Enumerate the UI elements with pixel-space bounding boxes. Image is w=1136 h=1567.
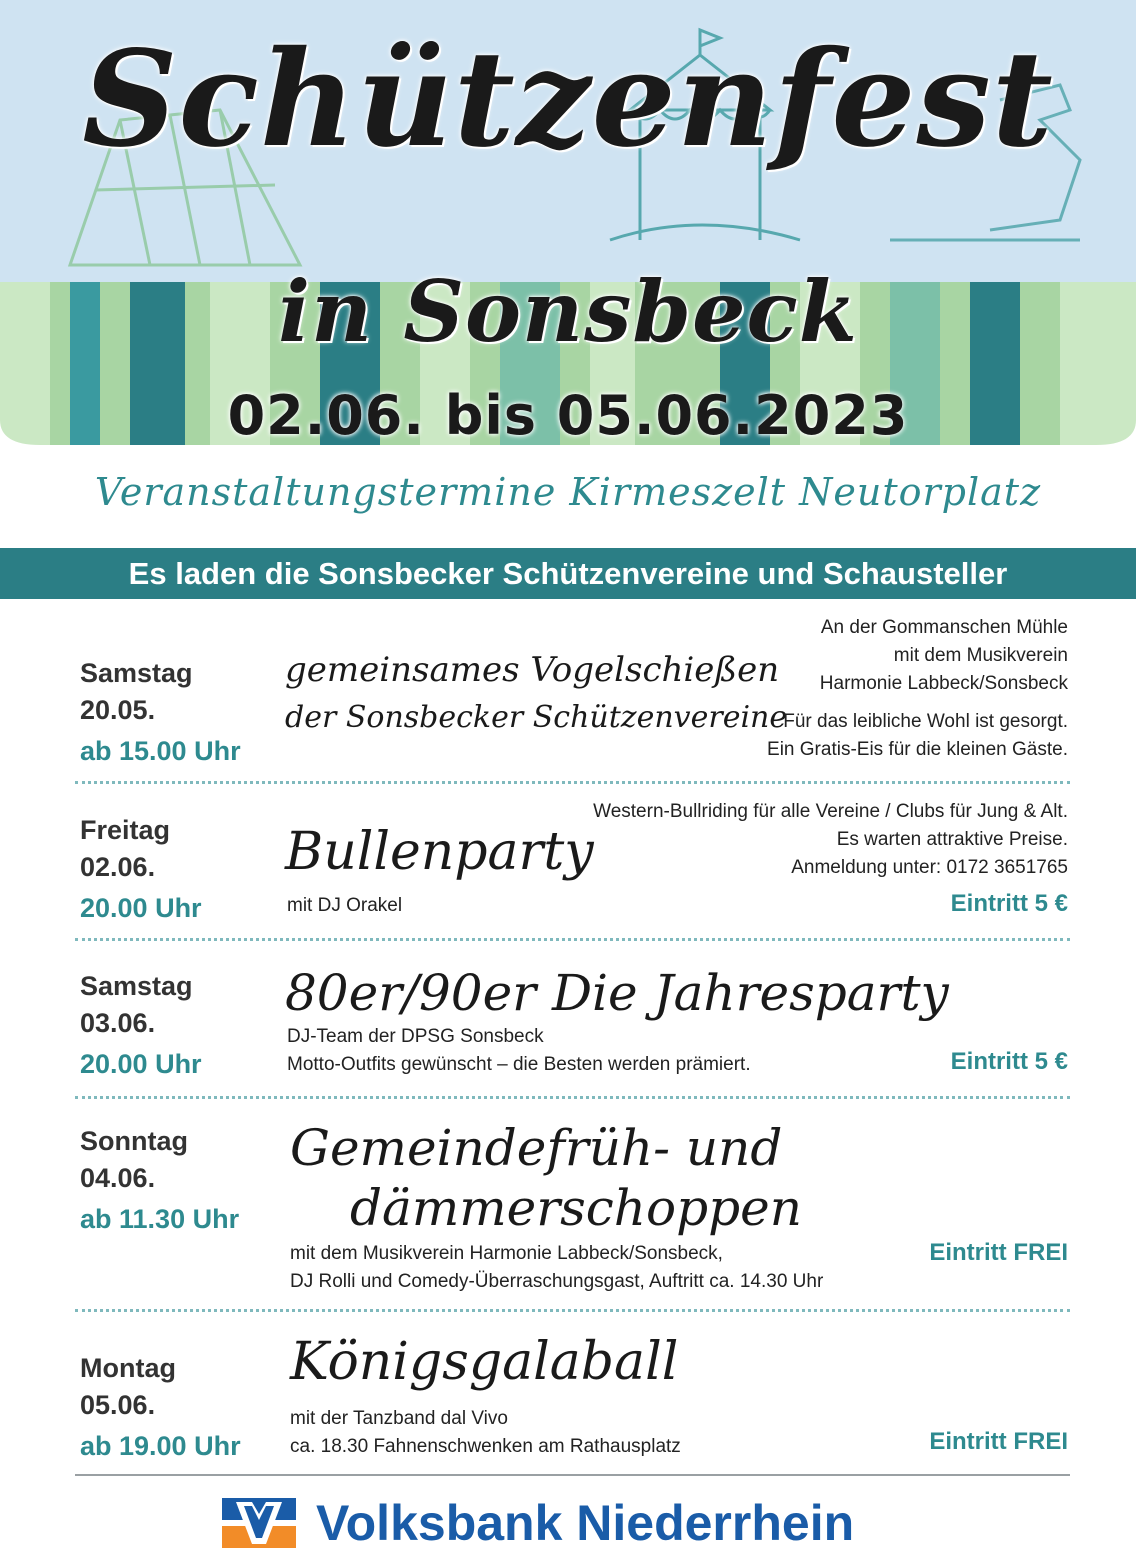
event-description	[290, 1405, 681, 1461]
event-title: 80er/90er Die Jahresparty	[285, 964, 949, 1022]
event-date-block	[80, 812, 202, 927]
info-line: Anmeldung unter: 0172 3651765	[791, 857, 1068, 878]
desc-line: ca. 18.30 Fahnenschwenken am Rathausplatz	[290, 1436, 681, 1457]
event-time: 20.00 Uhr	[80, 893, 202, 923]
header-illustration	[0, 0, 1136, 450]
event-title: Bullenparty	[285, 822, 594, 882]
event-vogelschiessen	[0, 600, 1136, 780]
event-location: in Sonsbeck	[278, 262, 858, 361]
sponsor-name: Volksbank Niederrhein	[316, 1495, 855, 1551]
event-date-block	[80, 655, 241, 770]
event-info	[593, 798, 1068, 882]
footer-divider	[75, 1474, 1070, 1476]
event-day: Samstag	[80, 658, 193, 688]
event-date-block	[80, 1350, 241, 1465]
event-bullenparty	[0, 790, 1136, 940]
info-line: Ein Gratis-Eis für die kleinen Gäste.	[767, 739, 1068, 760]
event-date: 04.06.	[80, 1163, 156, 1193]
event-fee: Eintritt FREI	[929, 1428, 1068, 1455]
info-line: An der Gommanschen Mühle	[820, 617, 1068, 638]
desc-line: DJ-Team der DPSG Sonsbeck	[287, 1026, 544, 1047]
event-fee: Eintritt 5 €	[950, 1048, 1068, 1075]
event-time: 20.00 Uhr	[80, 1049, 202, 1079]
desc-line: mit der Tanzband dal Vivo	[290, 1408, 508, 1429]
event-title-line2: der Sonsbecker Schützenvereine	[285, 700, 788, 735]
event-day: Freitag	[80, 815, 171, 845]
event-date: 20.05.	[80, 695, 156, 725]
banner-text: Es laden die Sonsbecker Schützenvereine und Schausteller	[128, 556, 1008, 591]
event-subtitle: mit DJ Orakel	[287, 895, 403, 916]
desc-line: DJ Rolli und Comedy-Überraschungsgast, Auftritt ca. 14.30 Uhr	[290, 1271, 824, 1292]
event-title: Schützenfest	[82, 22, 1054, 177]
event-description	[287, 1023, 751, 1079]
event-date-block	[80, 1123, 239, 1238]
event-day: Sonntag	[80, 1126, 188, 1156]
event-title-line1: Gemeindefrüh- und	[290, 1119, 783, 1177]
event-title: Königsgalaball	[290, 1332, 679, 1392]
event-date: 05.06.	[80, 1390, 156, 1420]
event-fee: Eintritt 5 €	[950, 890, 1068, 917]
event-info	[767, 614, 1068, 764]
event-date-block	[80, 968, 202, 1083]
invitation-banner	[0, 548, 1136, 599]
separator	[75, 938, 1070, 941]
volksbank-logo-icon	[222, 1498, 296, 1548]
event-fee: Eintritt FREI	[929, 1239, 1068, 1266]
event-jahresparty	[0, 948, 1136, 1098]
info-line: mit dem Musikverein	[893, 645, 1068, 666]
tagline: Veranstaltungstermine Kirmeszelt Neutorplatz	[94, 470, 1042, 514]
event-time: ab 11.30 Uhr	[80, 1204, 240, 1234]
event-title-line2: dämmerschoppen	[350, 1179, 802, 1237]
event-time: ab 19.00 Uhr	[80, 1431, 241, 1461]
event-day: Montag	[80, 1353, 176, 1383]
event-gemeindefruehschoppen	[0, 1105, 1136, 1310]
info-line: Es warten attraktive Preise.	[836, 829, 1068, 850]
desc-line: Motto-Outfits gewünscht – die Besten werden prämiert.	[287, 1054, 751, 1075]
event-description	[290, 1240, 823, 1296]
event-date: 03.06.	[80, 1008, 156, 1038]
event-dates: 02.06. bis 05.06.2023	[227, 384, 909, 447]
info-line: Western-Bullriding für alle Vereine / Clubs für Jung & Alt.	[593, 801, 1068, 822]
separator	[75, 1309, 1070, 1312]
separator	[75, 1096, 1070, 1099]
event-day: Samstag	[80, 971, 193, 1001]
info-line: Für das leibliche Wohl ist gesorgt.	[783, 711, 1068, 732]
separator	[75, 781, 1070, 784]
sponsor-footer	[0, 1488, 1136, 1558]
event-time: ab 15.00 Uhr	[80, 736, 241, 766]
event-title-line1: gemeinsames Vogelschießen	[285, 650, 780, 690]
event-date: 02.06.	[80, 852, 156, 882]
info-line: Harmonie Labbeck/Sonsbeck	[819, 673, 1068, 694]
desc-line: mit dem Musikverein Harmonie Labbeck/Sonsbeck,	[290, 1243, 723, 1264]
event-koenigsgalaball	[0, 1318, 1136, 1468]
